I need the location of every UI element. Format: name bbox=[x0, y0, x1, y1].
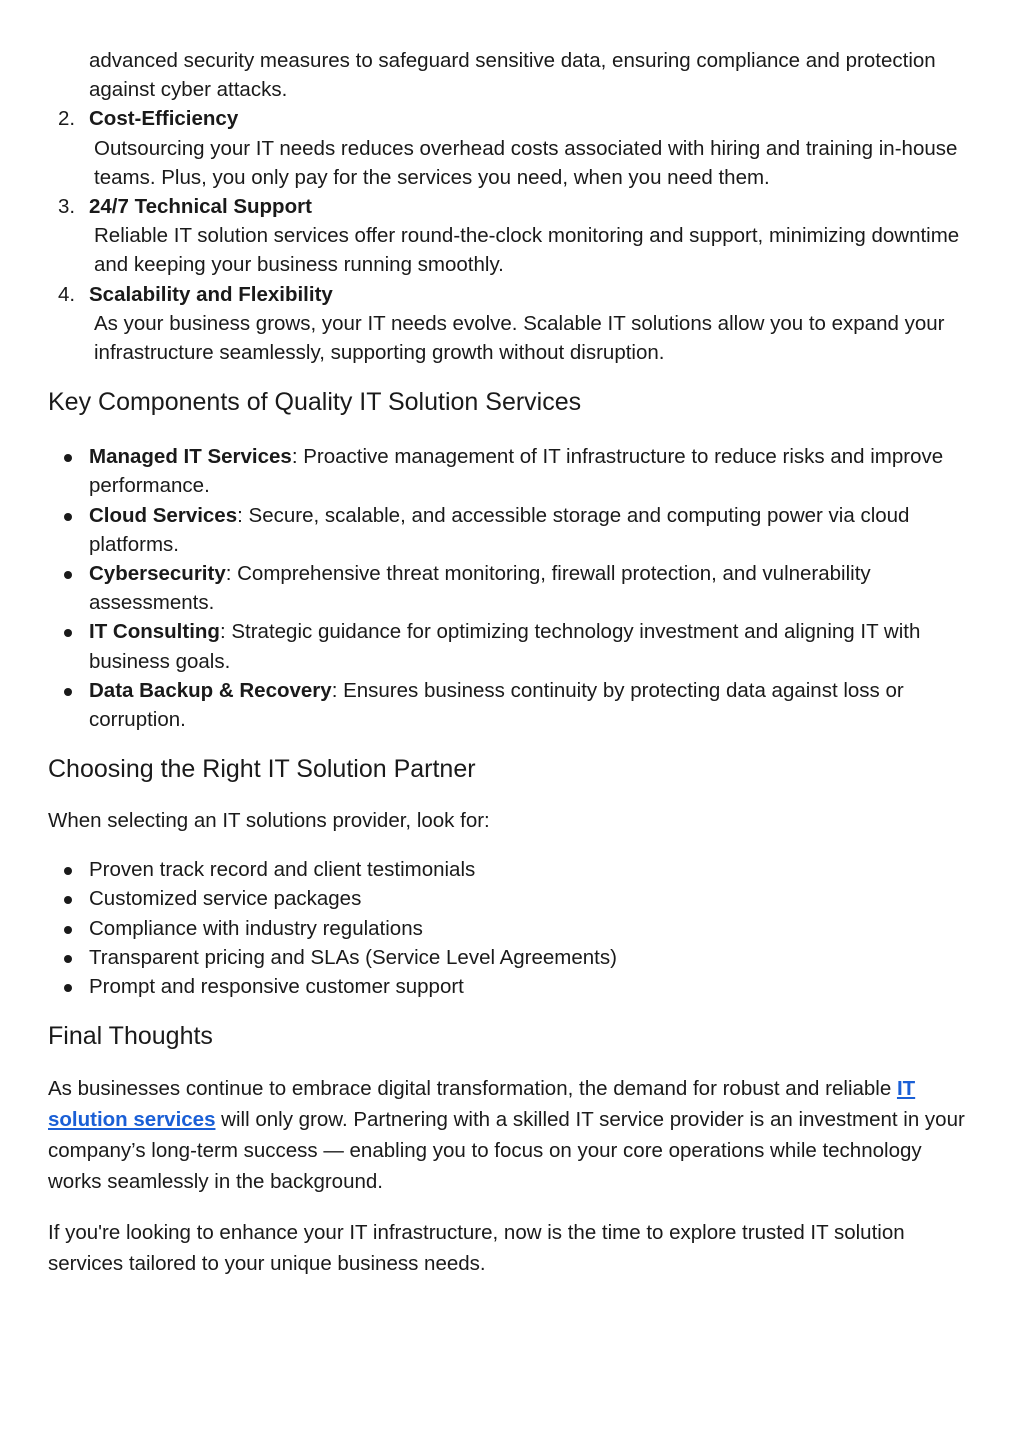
list-item-description: Reliable IT solution services offer round-the-clock monitoring and support, minimizing downtime and keeping your business running smoothly. bbox=[94, 224, 960, 277]
list-item-number: 2. bbox=[58, 107, 76, 131]
list-item-text: : Comprehensive threat monitoring, firewall protection, and vulnerability assessments. bbox=[89, 562, 871, 615]
partner-intro-text: When selecting an IT solutions provider, look for: bbox=[48, 809, 490, 833]
list-item-term: Data Backup & Recovery bbox=[89, 678, 332, 702]
list-item bbox=[48, 280, 978, 368]
list-item-number: 4. bbox=[58, 282, 76, 306]
list-item-number: 3. bbox=[58, 195, 76, 219]
list-item-term: IT Consulting bbox=[89, 620, 220, 644]
list-item-term: Managed IT Services bbox=[89, 445, 292, 469]
list-item-text: : Proactive management of IT infrastructure to reduce risks and improve performance. bbox=[89, 445, 944, 498]
section-heading-key-components: Key Components of Quality IT Solution Services bbox=[48, 388, 582, 417]
bullet-icon bbox=[64, 867, 72, 875]
bullet-icon bbox=[64, 926, 72, 934]
list-item bbox=[48, 617, 978, 675]
bullet-icon bbox=[64, 984, 72, 992]
components-list bbox=[48, 442, 978, 734]
list-item bbox=[48, 884, 978, 913]
list-item bbox=[48, 943, 978, 972]
list-item bbox=[48, 972, 978, 1001]
list-item bbox=[48, 46, 978, 104]
bullet-icon bbox=[64, 629, 72, 637]
list-item bbox=[48, 442, 978, 500]
list-item bbox=[48, 192, 978, 280]
list-item-title: Scalability and Flexibility bbox=[89, 282, 333, 306]
document-page bbox=[48, 46, 978, 1279]
list-item bbox=[48, 676, 978, 734]
list-item-title: 24/7 Technical Support bbox=[89, 195, 312, 219]
list-item-term: Cybersecurity bbox=[89, 562, 226, 586]
benefits-list bbox=[48, 46, 978, 367]
list-item-text: : Ensures business continuity by protecting data against loss or corruption. bbox=[89, 678, 904, 732]
paragraph-text: will only grow. Partnering with a skilled IT service provider is an investment in your company’s long-term success — enabling you to focus on your core operations while technology works seamlessly in the background. bbox=[48, 1108, 965, 1194]
list-item bbox=[48, 501, 978, 559]
list-item bbox=[48, 559, 978, 617]
list-item-term: Cloud Services bbox=[89, 503, 238, 527]
list-item bbox=[48, 104, 978, 192]
list-item-text: : Secure, scalable, and accessible storage and computing power via cloud platforms. bbox=[89, 503, 910, 556]
list-item-text: Transparent pricing and SLAs (Service Level Agreements) bbox=[89, 945, 617, 969]
bullet-icon bbox=[64, 896, 72, 904]
list-item-text: Customized service packages bbox=[89, 887, 362, 911]
list-item-text: : Strategic guidance for optimizing technology investment and aligning IT with business goals. bbox=[89, 620, 921, 673]
bullet-icon bbox=[64, 955, 72, 963]
section-heading-choosing-partner: Choosing the Right IT Solution Partner bbox=[48, 755, 476, 784]
list-item bbox=[48, 855, 978, 884]
list-item-description: Outsourcing your IT needs reduces overhead costs associated with hiring and training in-house teams. Plus, you only pay for the services you need, when you need them. bbox=[94, 136, 958, 189]
list-item-text: Proven track record and client testimonials bbox=[89, 858, 476, 882]
list-item-description: As your business grows, your IT needs evolve. Scalable IT solutions allow you to expand your infrastructure seamlessly, supporting growth without disruption. bbox=[94, 311, 945, 365]
bullet-icon bbox=[64, 513, 72, 521]
section-heading-final-thoughts: Final Thoughts bbox=[48, 1022, 213, 1051]
bullet-icon bbox=[64, 454, 72, 462]
final-paragraph-2: If you're looking to enhance your IT infrastructure, now is the time to explore trusted IT solution services tailored to your unique business needs. bbox=[48, 1221, 905, 1276]
paragraph-text: As businesses continue to embrace digital transformation, the demand for robust and reliable bbox=[48, 1077, 897, 1101]
list-item bbox=[48, 914, 978, 943]
list-item-text: Prompt and responsive customer support bbox=[89, 975, 464, 999]
list-item-description: advanced security measures to safeguard sensitive data, ensuring compliance and protection against cyber attacks. bbox=[89, 49, 936, 102]
list-item-title: Cost-Efficiency bbox=[89, 107, 239, 131]
partner-criteria-list bbox=[48, 855, 978, 1001]
it-solution-services-link[interactable]: IT solution services bbox=[48, 1077, 916, 1132]
final-paragraph-1 bbox=[48, 1073, 978, 1197]
list-item-text: Compliance with industry regulations bbox=[89, 916, 423, 940]
bullet-icon bbox=[64, 688, 72, 696]
bullet-icon bbox=[64, 571, 72, 579]
